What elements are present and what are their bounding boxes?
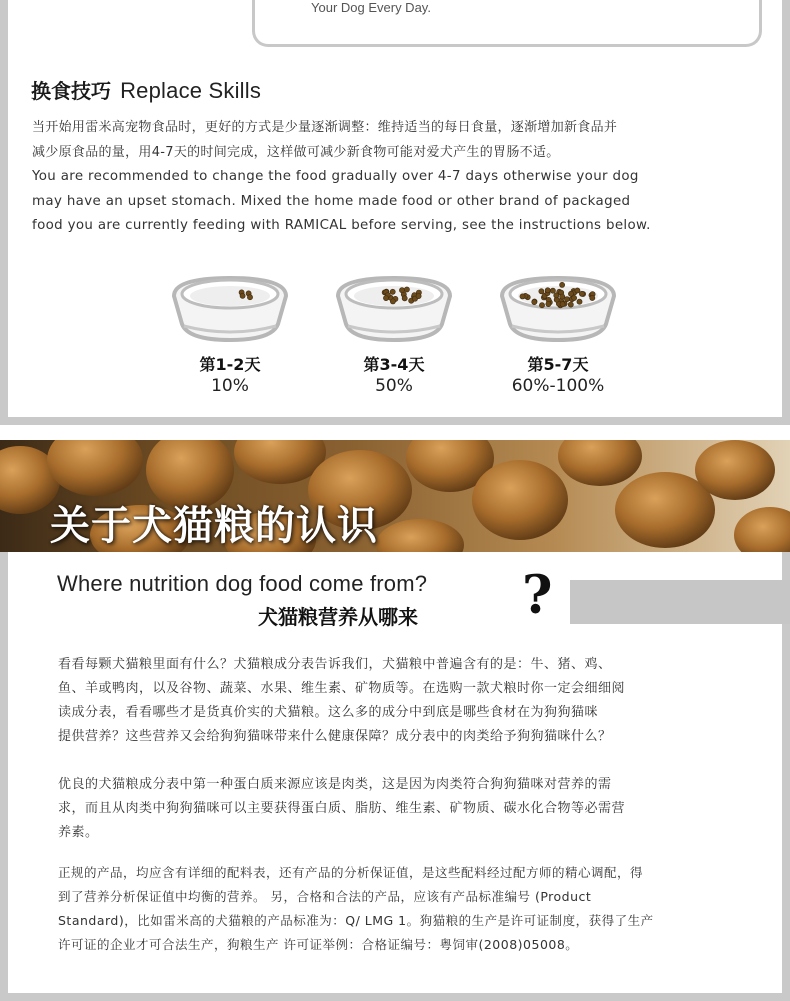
kibble-piece — [554, 293, 559, 298]
kibble-piece — [575, 288, 580, 293]
left-frame-bottom — [0, 552, 8, 1001]
replace-skills-line: food you are currently feeding with RAMICAL before serving, see the instructions below. — [32, 218, 651, 233]
replace-skills-line: may have an upset stomach. Mixed the home made food or other brand of packaged — [32, 193, 631, 209]
kibble-piece — [545, 288, 550, 293]
paragraph-line: 许可证的企业才可合法生产，狗粮生产 许可证举例：合格证编号：粤饲审(2008)05008。 — [58, 937, 579, 952]
kibble-piece — [577, 299, 582, 304]
dog-bowl-icon — [168, 268, 292, 344]
nutrition-paragraph-1 — [58, 653, 768, 749]
paragraph-line: 求，而且从肉类中狗狗猫咪可以主要获得蛋白质、脂肪、维生素、矿物质、碳水化合物等必需营 — [58, 801, 626, 816]
top-card-text: Your Dog Every Day. — [311, 0, 431, 15]
bottom-frame-top — [0, 417, 790, 425]
replace-skills-title-en: Replace Skills — [120, 78, 262, 103]
right-frame-top — [782, 0, 790, 425]
question-mark-icon: ? — [522, 565, 553, 626]
paragraph-line: 鱼、羊或鸭肉，以及谷物、蔬菜、水果、维生素、矿物质等。在选购一款犬粮时你一定会细细阅 — [58, 681, 626, 696]
kibble-piece — [416, 294, 421, 299]
kibble-piece — [568, 302, 573, 307]
kibble-piece — [539, 289, 544, 294]
paragraph-line: 读成分表，看看哪些才是货真价实的犬猫粮。这么多的成分中到底是哪些食材在为狗狗猫咪 — [58, 705, 599, 720]
bowl-percent-label: 50% — [375, 376, 413, 396]
kibble-piece — [560, 302, 565, 307]
paragraph-line: Standard)，比如雷米高的犬猫粮的产品标准为：Q/ LMG 1。狗猫粮的生产是许可证制度，获得了生产 — [58, 913, 654, 928]
kibble-piece — [539, 303, 544, 308]
kibble-piece — [390, 289, 395, 294]
replace-skills-heading — [31, 75, 261, 104]
banner-title: 关于犬猫粮的认识 — [50, 502, 378, 549]
paragraph-line: 养素。 — [58, 825, 99, 840]
paragraph-line: 正规的产品，均应含有详细的配料表，还有产品的分析保证值，是这些配料经过配方师的精心调配，得 — [58, 865, 644, 880]
bowl-day-label: 第3-4天 — [363, 355, 425, 374]
nutrition-paragraph-2 — [58, 773, 768, 845]
kibble-piece — [546, 302, 551, 307]
replace-skills-text — [32, 116, 762, 239]
bowl-step-1 — [160, 268, 300, 396]
kibble-piece — [390, 299, 395, 304]
kibble-piece — [404, 287, 409, 292]
bowl-percent-label: 10% — [211, 376, 249, 396]
kibble-piece — [247, 295, 252, 300]
bowl-day-label: 第5-7天 — [527, 355, 589, 374]
nutrition-paragraph-3 — [58, 861, 768, 957]
bottom-frame-bottom — [0, 993, 790, 1001]
paragraph-line: 优良的犬猫粮成分表中第一种蛋白质来源应该是肉类，这是因为肉类符合狗狗猫咪对营养的需 — [58, 777, 612, 792]
dog-bowl-icon — [496, 268, 620, 344]
kibble-piece — [402, 296, 407, 301]
kibble-piece — [532, 300, 537, 305]
kibble-piece — [590, 295, 595, 300]
kibble-piece — [240, 293, 245, 298]
bowl-day-label: 第1-2天 — [199, 355, 261, 374]
replace-skills-line: 减少原食品的量，用4-7天的时间完成，这样做可减少新食物可能对爱犬产生的胃肠不适。 — [32, 144, 560, 160]
replace-skills-line: 当开始用雷米高宠物食品时，更好的方式是少量逐渐调整：维持适当的每日食量，逐渐增加新食品并 — [32, 120, 618, 135]
kibble-piece — [579, 291, 584, 296]
left-frame-top — [0, 0, 8, 425]
kibble-piece — [560, 282, 565, 287]
replace-skills-line: You are recommended to change the food gradually over 4-7 days otherwise your dog — [32, 169, 639, 184]
kibble-piece — [564, 297, 569, 302]
dog-bowl-icon — [332, 268, 456, 344]
kibble-piece — [572, 295, 577, 300]
kibble-piece — [399, 288, 404, 293]
top-card — [252, 0, 762, 47]
bowl-percent-label: 60%-100% — [511, 376, 605, 396]
heading-accent-bar — [570, 580, 790, 624]
kibble-piece — [383, 296, 388, 301]
bowl-step-2 — [324, 268, 464, 396]
kibble-banner — [0, 440, 790, 552]
nutrition-question-cn: 犬猫粮营养从哪来 — [258, 605, 418, 629]
replace-skills-title-cn: 换食技巧 — [31, 79, 111, 103]
paragraph-line: 到了营养分析保证值中均衡的营养。 另，合格和合法的产品，应该有产品标准编号 (Product — [58, 889, 592, 904]
kibble-piece — [560, 294, 565, 299]
paragraph-line: 提供营养？这些营养又会给狗狗猫咪带来什么健康保障？成分表中的肉类给予狗狗猫咪什么？ — [58, 729, 612, 744]
kibble-piece — [520, 294, 525, 299]
kibble-piece — [550, 288, 555, 293]
paragraph-line: 看看每颗犬猫粮里面有什么？犬猫粮成分表告诉我们，犬猫粮中普遍含有的是：牛、猪、鸡、 — [58, 657, 612, 672]
nutrition-question-en: Where nutrition dog food come from? — [57, 571, 428, 596]
bowl-step-3 — [488, 268, 628, 396]
